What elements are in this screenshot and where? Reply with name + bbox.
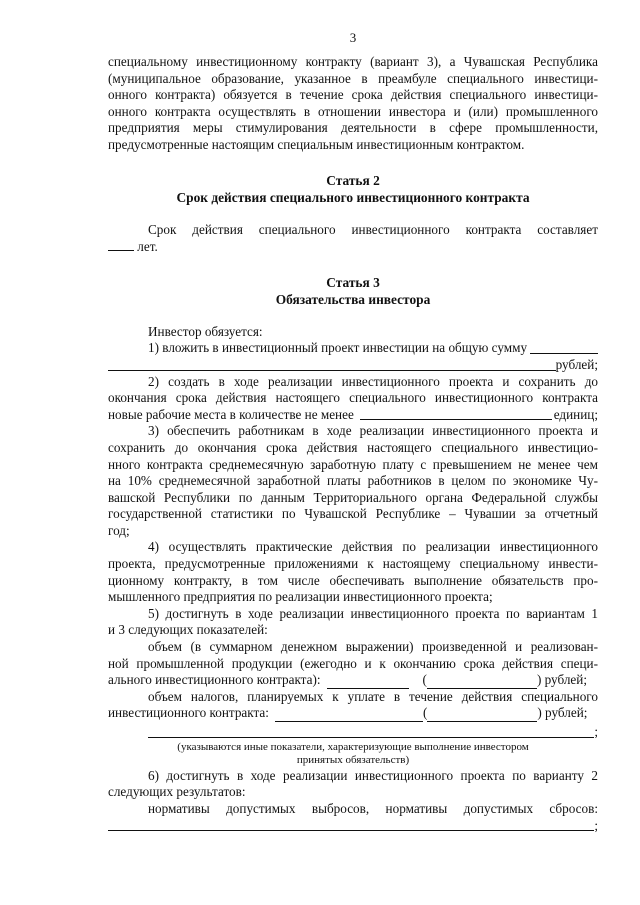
investment-sum-blank-cont — [108, 358, 556, 371]
document-page — [108, 30, 598, 834]
intro-line: специальному инвестиционному контракту (вариант 3), а Чувашская Республика — [108, 54, 598, 69]
footnote-line: принятых обязательств) — [296, 754, 410, 767]
item-6-line: 6) достигнуть в ходе реализации инвестиционного проекта по варианту 2 — [148, 767, 598, 783]
item-3-line: 3) обеспечить работникам в ходе реализации инвестиционного проекта и — [148, 423, 598, 439]
item-3-line: год; — [108, 522, 130, 538]
item-4-line: 4) осуществлять практические действия по реализации инвестиционного — [148, 539, 598, 555]
item-1-sum-line: рублей; — [108, 357, 598, 374]
norms-blank — [108, 818, 594, 831]
intro-line: (муниципальное образование, указанное в преамбуле специального инвестици- — [108, 70, 598, 86]
taxes-line: объем налогов, планируемых к уплате в течение действия специального — [148, 688, 598, 704]
item-4-line: проекта, предусмотренные приложениями к настоящему специальному инвести- — [108, 556, 598, 572]
article-3-title: Статья 3 — [326, 274, 380, 290]
item-4-line: ционному контракту, в том числе обеспечивать выполнение обязательств про- — [108, 572, 598, 588]
years-blank — [108, 238, 134, 251]
footnote-line: (указываются иные показатели, характеризующие выполнение инвестором — [177, 740, 529, 753]
norms-line: нормативы допустимых выбросов, нормативы допустимых сбросов: — [148, 800, 598, 816]
item-1: 1) вложить в инвестиционный проект инвестиции на общую сумму — [108, 340, 598, 357]
item-3-line: на 10% среднемесячной заработной платы работников в целом по экономике Чу- — [108, 473, 598, 489]
volume-line: ной промышленной продукции (ежегодно и к окончанию срока действия специ- — [108, 655, 598, 671]
item-2-line: 2) создать в ходе реализации инвестиционного проекта и сохранить до — [148, 373, 598, 389]
item-3-line: государственной статистики по Чувашской Республике – Чувашии за отчетный — [108, 506, 598, 522]
article-2-term-years: лет. — [108, 238, 598, 256]
article-2-subtitle: Срок действия специального инвестиционного контракта — [176, 189, 530, 205]
article-3-subtitle: Обязательства инвестора — [275, 291, 431, 307]
volume-line: объем (в суммарном денежном выражении) произведенной и реализован- — [148, 639, 598, 655]
volume-values-line: ального инвестиционного контракта): ( ) рублей; — [108, 672, 588, 688]
taxes-amount-blank — [275, 709, 423, 722]
taxes-words-blank — [427, 709, 537, 722]
jobs-count-blank — [360, 407, 552, 420]
item-2-jobs-line: новые рабочие места в количестве не менее единиц; — [108, 406, 598, 422]
item-2-line: окончания срока действия настоящего специального инвестиционного контракта — [108, 390, 598, 406]
norms-blank-line: ; — [108, 818, 598, 835]
item-6-line: следующих результатов: — [108, 784, 246, 800]
article-2-term-line: Срок действия специального инвестиционного контракта составляет — [148, 221, 598, 237]
item-5-line: и 3 следующих показателей: — [108, 622, 268, 638]
investment-sum-blank — [530, 341, 598, 354]
obligations-lead: Инвестор обязуется: — [148, 323, 263, 339]
volume-amount-blank — [327, 676, 409, 689]
article-2-title: Статья 2 — [326, 172, 380, 188]
intro-line: предприятия меры стимулирования деятельности в сфере промышленности, — [108, 120, 598, 136]
intro-line: предусмотренные настоящим специальным инвестиционным контрактом. — [108, 136, 525, 152]
other-indicators-blank — [148, 725, 594, 738]
item-3-line: вашской Республики по данным Территориального органа Федеральной службы — [108, 489, 598, 505]
item-3-line: нного контракта среднемесячную заработную плату с превышением не менее чем — [108, 456, 598, 472]
page-number: 3 — [349, 30, 357, 45]
item-5-line: 5) достигнуть в ходе реализации инвестиционного проекта по вариантам 1 — [148, 605, 598, 621]
intro-line: онного контракта) обязуется в течение срока действия специального инвестици- — [108, 87, 598, 103]
volume-words-blank — [427, 676, 537, 689]
other-indicators-line: ; — [108, 724, 598, 741]
taxes-values-line: инвестиционного контракта: ( ) рублей; — [108, 705, 588, 721]
item-4-line: мышленного предприятия по реализации инвестиционного проекта; — [108, 589, 493, 605]
intro-line: онного контракта осуществлять в отношении инвестора и (или) промышленного — [108, 103, 598, 119]
item-3-line: сохранить до окончания срока действия настоящего специального инвестицио- — [108, 439, 598, 455]
